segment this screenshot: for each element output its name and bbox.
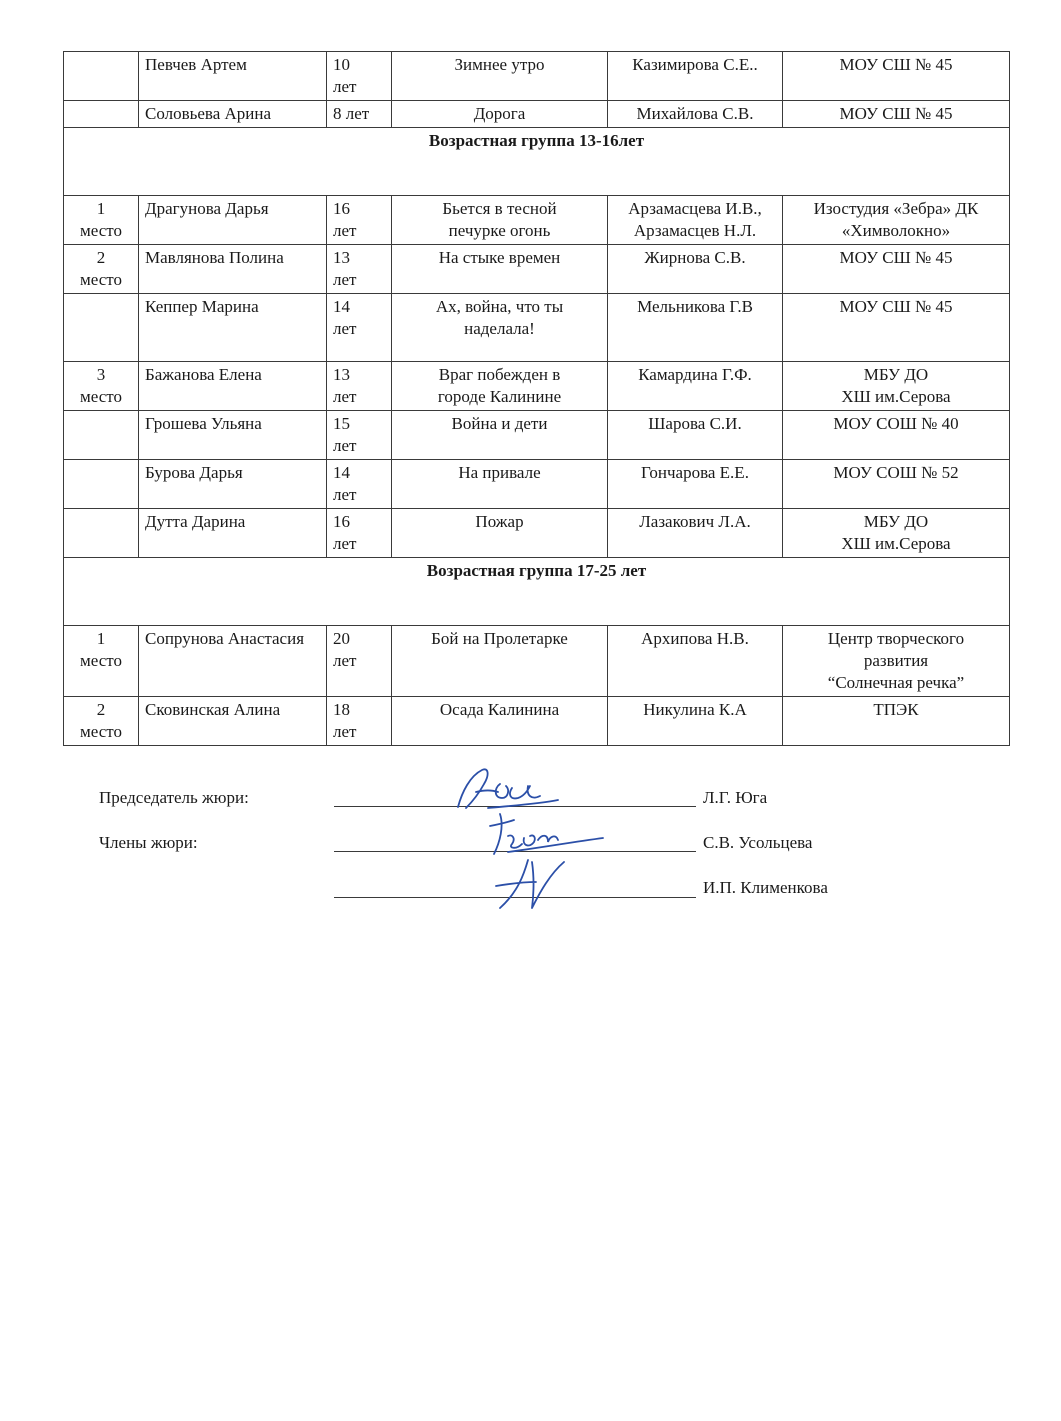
artwork-title-cell xyxy=(392,52,608,101)
teacher-line: Никулина К.А xyxy=(643,700,747,719)
artwork-title-line: Война и дети xyxy=(451,414,548,433)
age-line: лет xyxy=(333,651,357,670)
table-row xyxy=(64,362,1010,411)
participant-name-text: Сковинская Алина xyxy=(145,700,281,719)
organization-line: МОУ СШ № 45 xyxy=(839,248,953,267)
group-2-header xyxy=(64,558,1010,626)
artwork-title-cell xyxy=(392,294,608,362)
age-line: лет xyxy=(333,77,357,96)
group-title: Возрастная группа 13-16лет xyxy=(64,128,1010,196)
member-2-name: И.П. Клименкова xyxy=(703,878,828,897)
teacher-line: Михайлова С.В. xyxy=(636,104,754,123)
age-line: лет xyxy=(333,319,357,338)
artwork-title-cell xyxy=(392,411,608,460)
artwork-title-line: Бой на Пролетарке xyxy=(431,629,568,648)
age-line: 14 xyxy=(333,463,350,482)
artwork-title-line: Ах, война, что ты xyxy=(435,297,564,316)
organization-line: «Химволокно» xyxy=(841,221,951,240)
table-row xyxy=(64,697,1010,746)
participant-name-text: Грошева Ульяна xyxy=(145,414,262,433)
organization-cell xyxy=(783,294,1010,362)
place-cell xyxy=(64,697,139,746)
place-line: место xyxy=(80,221,122,240)
teacher-line: Шарова С.И. xyxy=(648,414,742,433)
place-line: место xyxy=(80,651,122,670)
age-line: лет xyxy=(333,221,357,240)
organization-line: развития xyxy=(863,651,929,670)
place-cell xyxy=(64,196,139,245)
place-cell xyxy=(64,294,139,362)
organization-line: МОУ СШ № 45 xyxy=(839,297,953,316)
participant-name-text: Мавлянова Полина xyxy=(145,248,284,267)
age-cell xyxy=(327,101,392,128)
artwork-title-cell xyxy=(392,509,608,558)
place-cell xyxy=(64,101,139,128)
results-table xyxy=(63,51,1010,746)
member-1-signature-line xyxy=(334,851,696,852)
organization-cell xyxy=(783,411,1010,460)
age-cell xyxy=(327,294,392,362)
age-cell xyxy=(327,626,392,697)
teacher-line: Арзамасцев Н.Л. xyxy=(633,221,757,240)
chair-name: Л.Г. Юга xyxy=(703,788,768,807)
organization-cell xyxy=(783,460,1010,509)
participant-name-text: Соловьева Арина xyxy=(145,104,272,123)
teacher-line: Мельникова Г.В xyxy=(637,297,753,316)
artwork-title-cell xyxy=(392,101,608,128)
age-line: 16 xyxy=(333,512,350,531)
organization-cell xyxy=(783,245,1010,294)
chair-signature xyxy=(448,762,568,817)
teacher-line: Казимирова С.Е.. xyxy=(632,55,758,74)
place-cell xyxy=(64,460,139,509)
organization-cell xyxy=(783,52,1010,101)
participant-name-cell xyxy=(139,509,327,558)
place-cell xyxy=(64,362,139,411)
artwork-title-cell xyxy=(392,460,608,509)
age-cell xyxy=(327,509,392,558)
artwork-title-line: городе Калинине xyxy=(437,387,562,406)
table-body-group-2 xyxy=(64,626,1010,746)
participant-name-cell xyxy=(139,101,327,128)
place-line: 1 xyxy=(96,629,106,648)
place-line: место xyxy=(80,387,122,406)
teacher-cell xyxy=(608,52,783,101)
artwork-title-line: На стыке времен xyxy=(438,248,561,267)
age-line: 18 xyxy=(333,700,350,719)
table-row xyxy=(64,411,1010,460)
organization-line: МБУ ДО xyxy=(863,365,929,384)
table-row xyxy=(64,52,1010,101)
teacher-cell xyxy=(608,626,783,697)
place-line: 2 xyxy=(96,248,106,267)
artwork-title-line: печурке огонь xyxy=(448,221,551,240)
participant-name-cell xyxy=(139,626,327,697)
artwork-title-line: наделала! xyxy=(464,319,535,338)
age-line: 13 xyxy=(333,248,350,267)
member-2-signature-line xyxy=(334,897,696,898)
age-line: лет xyxy=(333,270,357,289)
participant-name-text: Бажанова Елена xyxy=(145,365,262,384)
organization-line: МОУ СОШ № 40 xyxy=(833,414,959,433)
member-1-signature xyxy=(478,808,608,863)
table-body-top xyxy=(64,52,1010,128)
place-line: 1 xyxy=(96,199,106,218)
participant-name-cell xyxy=(139,245,327,294)
teacher-line: Лазакович Л.А. xyxy=(639,512,751,531)
chair-signature-line xyxy=(334,806,696,807)
participant-name-text: Певчев Артем xyxy=(145,55,247,74)
place-cell xyxy=(64,52,139,101)
teacher-cell xyxy=(608,362,783,411)
age-line: 20 xyxy=(333,629,350,648)
place-cell xyxy=(64,626,139,697)
age-cell xyxy=(327,697,392,746)
teacher-line: Камардина Г.Ф. xyxy=(638,365,752,384)
age-line: 13 xyxy=(333,365,350,384)
age-line: лет xyxy=(333,387,357,406)
organization-line: ТПЭК xyxy=(873,700,919,719)
member-2-signature xyxy=(488,852,578,916)
participant-name-cell xyxy=(139,294,327,362)
chair-label: Председатель жюри: xyxy=(99,788,249,807)
place-line: место xyxy=(80,722,122,741)
age-line: лет xyxy=(333,436,357,455)
teacher-cell xyxy=(608,101,783,128)
participant-name-text: Сопрунова Анастасия xyxy=(145,629,305,648)
artwork-title-line: Пожар xyxy=(475,512,524,531)
artwork-title-line: Зимнее утро xyxy=(454,55,545,74)
organization-line: ХШ им.Серова xyxy=(841,387,951,406)
organization-cell xyxy=(783,196,1010,245)
artwork-title-cell xyxy=(392,626,608,697)
teacher-line: Архипова Н.В. xyxy=(641,629,749,648)
participant-name-cell xyxy=(139,52,327,101)
table-row xyxy=(64,509,1010,558)
organization-cell xyxy=(783,362,1010,411)
age-line: лет xyxy=(333,485,357,504)
organization-line: МОУ СШ № 45 xyxy=(839,55,953,74)
teacher-cell xyxy=(608,411,783,460)
table-row xyxy=(64,626,1010,697)
place-cell xyxy=(64,245,139,294)
teacher-cell xyxy=(608,460,783,509)
organization-cell xyxy=(783,626,1010,697)
age-line: 15 xyxy=(333,414,350,433)
artwork-title-line: На привале xyxy=(458,463,541,482)
members-label: Члены жюри: xyxy=(99,833,198,852)
teacher-cell xyxy=(608,509,783,558)
table-row xyxy=(64,101,1010,128)
organization-line: ХШ им.Серова xyxy=(841,534,951,553)
artwork-title-cell xyxy=(392,196,608,245)
member-1-name: С.В. Усольцева xyxy=(703,833,813,852)
table-row xyxy=(64,294,1010,362)
organization-line: МОУ СШ № 45 xyxy=(839,104,953,123)
age-cell xyxy=(327,245,392,294)
table-row xyxy=(64,245,1010,294)
artwork-title-line: Враг побежден в xyxy=(438,365,561,384)
place-line: 3 xyxy=(96,365,106,384)
teacher-line: Жирнова С.В. xyxy=(644,248,746,267)
artwork-title-cell xyxy=(392,362,608,411)
table-row xyxy=(64,460,1010,509)
place-line: 2 xyxy=(96,700,106,719)
teacher-cell xyxy=(608,245,783,294)
age-line: 14 xyxy=(333,297,350,316)
participant-name-cell xyxy=(139,411,327,460)
teacher-cell xyxy=(608,196,783,245)
participant-name-cell xyxy=(139,362,327,411)
organization-line: “Солнечная речка” xyxy=(827,673,965,692)
group-title: Возрастная группа 17-25 лет xyxy=(64,558,1010,626)
place-line: место xyxy=(80,270,122,289)
artwork-title-line: Бьется в тесной xyxy=(442,199,557,218)
age-line: 8 лет xyxy=(333,104,370,123)
teacher-cell xyxy=(608,697,783,746)
organization-line: МБУ ДО xyxy=(863,512,929,531)
participant-name-text: Бурова Дарья xyxy=(145,463,243,482)
age-cell xyxy=(327,460,392,509)
age-cell xyxy=(327,52,392,101)
organization-line: МОУ СОШ № 52 xyxy=(833,463,959,482)
artwork-title-line: Осада Калинина xyxy=(439,700,560,719)
participant-name-cell xyxy=(139,460,327,509)
place-cell xyxy=(64,509,139,558)
artwork-title-cell xyxy=(392,245,608,294)
participant-name-cell xyxy=(139,697,327,746)
age-line: лет xyxy=(333,722,357,741)
age-cell xyxy=(327,362,392,411)
organization-cell xyxy=(783,509,1010,558)
age-line: лет xyxy=(333,534,357,553)
teacher-line: Гончарова Е.Е. xyxy=(641,463,749,482)
place-cell xyxy=(64,411,139,460)
organization-line: Изостудия «Зебра» ДК xyxy=(813,199,979,218)
teacher-cell xyxy=(608,294,783,362)
participant-name-cell xyxy=(139,196,327,245)
table-body-group-1 xyxy=(64,196,1010,558)
artwork-title-line: Дорога xyxy=(473,104,526,123)
artwork-title-cell xyxy=(392,697,608,746)
age-line: 16 xyxy=(333,199,350,218)
teacher-line: Арзамасцева И.В., xyxy=(628,199,762,218)
organization-cell xyxy=(783,697,1010,746)
age-line: 10 xyxy=(333,55,350,74)
age-cell xyxy=(327,411,392,460)
age-cell xyxy=(327,196,392,245)
group-1-header xyxy=(64,128,1010,196)
table-row xyxy=(64,196,1010,245)
organization-line: Центр творческого xyxy=(827,629,965,648)
participant-name-text: Драгунова Дарья xyxy=(145,199,269,218)
participant-name-text: Дутта Дарина xyxy=(145,512,246,531)
organization-cell xyxy=(783,101,1010,128)
participant-name-text: Кеппер Марина xyxy=(145,297,259,316)
